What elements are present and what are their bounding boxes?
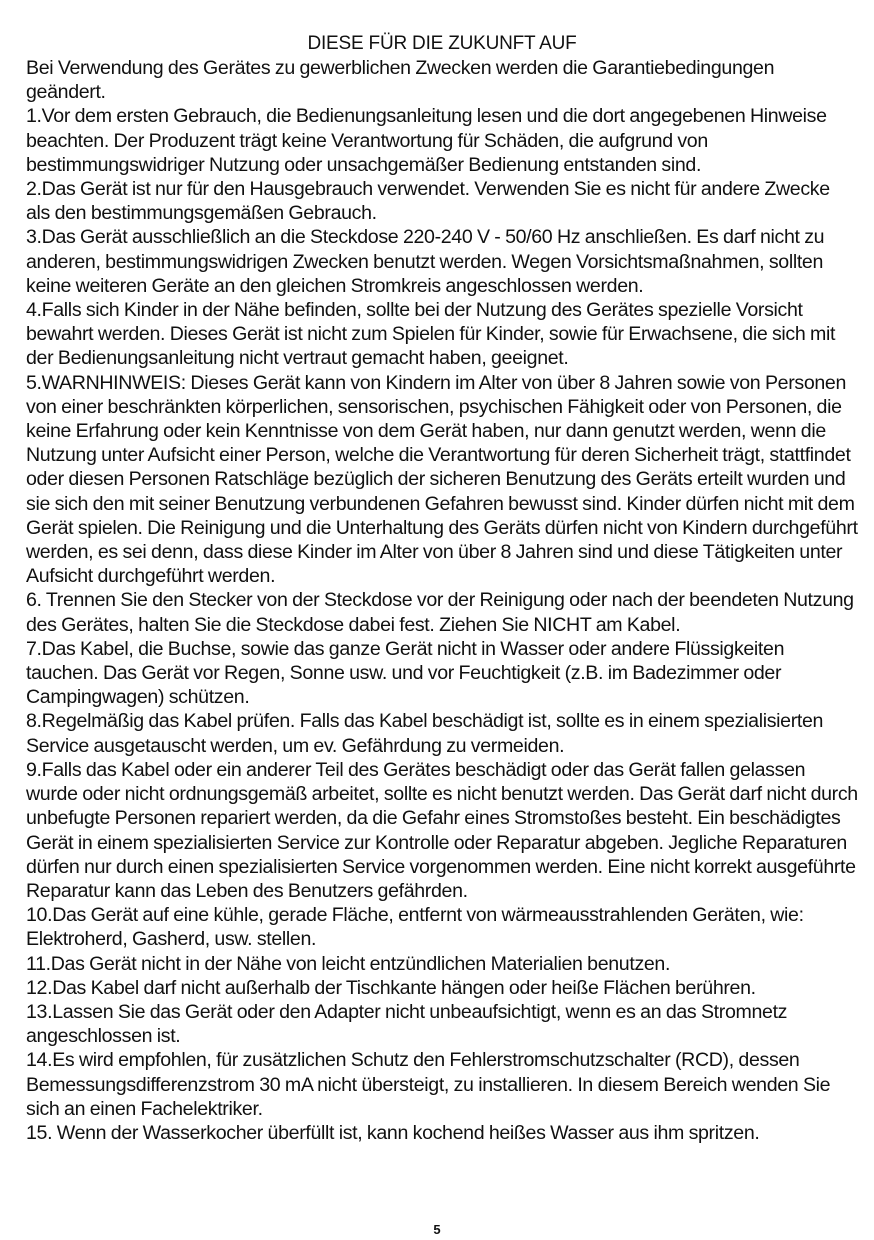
instruction-8: 8.Regelmäßig das Kabel prüfen. Falls das Kabel beschädigt ist, sollte es in einem spezialisierten Service ausgetauscht werden, um ev. Gefährdung zu vermeiden. — [26, 710, 824, 757]
instruction-14: 14.Es wird empfohlen, für zusätzlichen Schutz den Fehlerstromschutzschalter (RCD), dessen Bemessungsdifferenzstrom 30 mA nicht übersteigt, zu installieren. In diesem Bereich wenden Sie sich an einen Fachelektriker. — [26, 1049, 831, 1120]
document-page — [26, 32, 858, 1145]
intro-paragraph: Bei Verwendung des Gerätes zu gewerblichen Zwecken werden die Garantiebedingungen geändert. — [26, 57, 775, 104]
instruction-10: 10.Das Gerät auf eine kühle, gerade Fläche, entfernt von wärmeausstrahlenden Geräten, wie: Elektroherd, Gasherd, usw. stellen. — [26, 904, 804, 951]
instruction-12: 12.Das Kabel darf nicht außerhalb der Tischkante hängen oder heiße Flächen berühren. — [26, 976, 756, 999]
instruction-5-warning: 5.WARNHINWEIS: Dieses Gerät kann von Kindern im Alter von über 8 Jahren sowie von Personen von einer beschränkten körperlichen, sensorischen, psychischen Fähigkeit oder von Personen, die keine Erfahrung oder kein Kenntnisse von dem Gerät haben, nur dann genutzt werden, wenn die Nutzung unter Aufsicht einer Person, welche die Verantwortung für deren Sicherheit trägt, stattfindet oder diesen Personen Ratschläge bezüglich der sicheren Benutzung des Geräts erteilt wurden und sie sich den mit seiner Benutzung verbundenen Gefahren bewusst sind. Kinder dürfen nicht mit dem Gerät spielen. Die Reinigung und die Unterhaltung des Geräts dürfen nicht von Kindern durchgeführt werden, es sei denn, dass diese Kinder im Alter von über 8 Jahren sind und diese Tätigkeiten unter Aufsicht durchgeführt werden. — [26, 371, 858, 588]
instruction-13: 13.Lassen Sie das Gerät oder den Adapter nicht unbeaufsichtigt, wenn es an das Stromnetz angeschlossen ist. — [26, 1000, 788, 1048]
instruction-6: 6. Trennen Sie den Stecker von der Steckdose vor der Reinigung oder nach der beendeten Nutzung des Gerätes, halten Sie die Steckdose dabei fest. Ziehen Sie NICHT am Kabel. — [26, 589, 854, 636]
instruction-1: 1.Vor dem ersten Gebrauch, die Bedienungsanleitung lesen und die dort angegebenen Hinweise beachten. Der Produzent trägt keine Verantwortung für Schäden, die aufgrund von bestimmungswidriger Nutzung oder unsachgemäßer Bedienung entstanden sind. — [26, 105, 827, 176]
instruction-4: 4.Falls sich Kinder in der Nähe befinden, sollte bei der Nutzung des Gerätes spezielle Vorsicht bewahrt werden. Dieses Gerät ist nicht zum Spielen für Kinder, sowie für Erwachsene, die sich mit der Bedienungsanleitung nicht vertraut gemacht haben, geeignet. — [26, 299, 836, 370]
instruction-3: 3.Das Gerät ausschließlich an die Steckdose 220-240 V - 50/60 Hz anschließen. Es darf nicht zu anderen, bestimmungswidrigen Zwecken benutzt werden. Wegen Vorsichtsmaßnahmen, sollten keine weiteren Geräte an den gleichen Stromkreis angeschlossen werden. — [26, 226, 825, 297]
page-number: 5 — [433, 1222, 441, 1237]
instruction-11: 11.Das Gerät nicht in der Nähe von leicht entzündlichen Materialien benutzen. — [26, 952, 671, 975]
instruction-2: 2.Das Gerät ist nur für den Hausgebrauch verwendet. Verwenden Sie es nicht für andere Zwecke als den bestimmungsgemäßen Gebrauch. — [26, 178, 830, 225]
instruction-15: 15. Wenn der Wasserkocher überfüllt ist, kann kochend heißes Wasser aus ihm spritzen. — [26, 1121, 760, 1144]
instruction-9: 9.Falls das Kabel oder ein anderer Teil des Gerätes beschädigt oder das Gerät fallen gelassen wurde oder nicht ordnungsgemäß arbeitet, sollte es nicht benutzt werden. Das Gerät darf nicht durch unbefugte Personen repariert werden, da die Gefahr eines Stromstoßes besteht. Ein beschädigtes Gerät in einem spezialisierten Service zur Kontrolle oder Reparatur abgeben. Jegliche Reparaturen dürfen nur durch einen spezialisierten Service vorgenommen werden. Eine nicht korrekt ausgeführte Reparatur kann das Leben des Benutzers gefährden. — [26, 758, 858, 902]
page-title: DIESE FÜR DIE ZUKUNFT AUF — [307, 33, 577, 54]
instruction-7: 7.Das Kabel, die Buchse, sowie das ganze Gerät nicht in Wasser oder andere Flüssigkeiten tauchen. Das Gerät vor Regen, Sonne usw. und vor Feuchtigkeit (z.B. im Badezimmer oder Campingwagen) schützen. — [26, 637, 785, 709]
